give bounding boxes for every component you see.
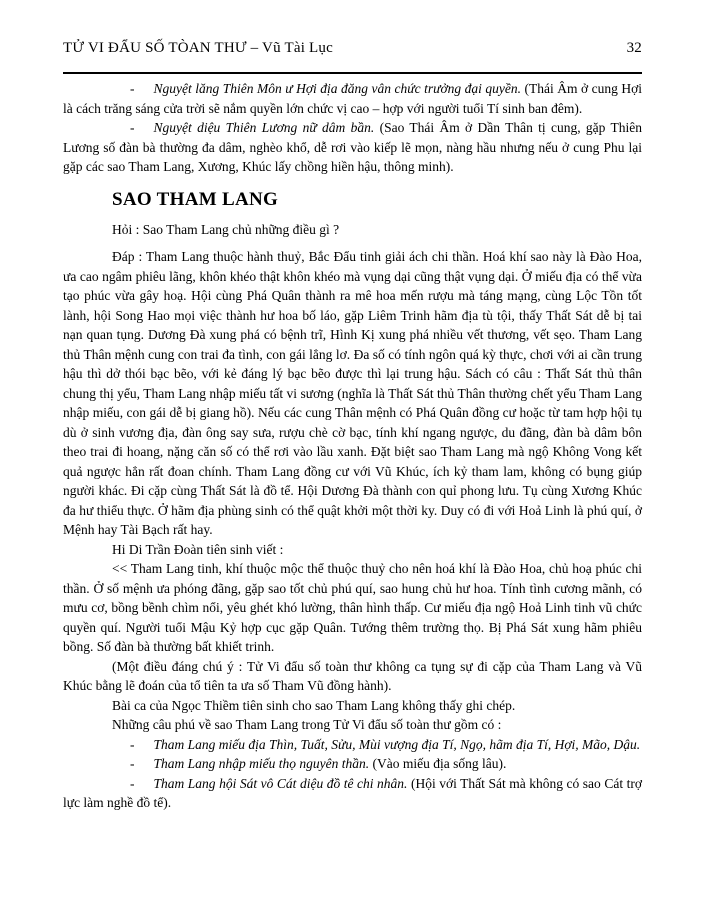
bullet-gloss: (Sao Thái Âm ở Dần Thân tị cung, gặp Thiên Lương số đàn bà thường đa dâm, nghèo khổ, dễ rơi vào kiếp lẽ mọn, nàng hầu nhưng nếu ở cung Phu lại gặp các sao Tham Lang, Xương, Khúc lấy chồng hiền hậu, thông minh). (63, 120, 642, 174)
bullet-phrase: Tham Lang hội Sát vô Cát diệu đồ tê chi nhân. (153, 775, 408, 791)
bullet-dash: - (130, 775, 135, 791)
page-body (63, 79, 642, 813)
question-paragraph: Hỏi : Sao Tham Lang chủ những điều gì ? (112, 221, 340, 237)
page-header (63, 40, 642, 57)
bullet-phrase: Nguyệt lăng Thiên Môn ư Hợi địa đăng vân chức trưởng đại quyền. (153, 81, 522, 96)
bullet-dash: - (130, 756, 135, 771)
bullet-phrase: Tham Lang nhập miếu thọ nguyên thần. (153, 756, 370, 771)
intro-bullet-2 (63, 118, 642, 177)
bullet-dash: - (130, 120, 135, 135)
section-heading: SAO THAM LANG (112, 188, 279, 210)
phu-bullet-1 (63, 735, 642, 755)
bullet-phrase: Tham Lang miếu địa Thìn, Tuất, Sửu, Mùi vượng địa Tí, Ngọ, hãm địa Tí, Hợi, Mão, Dậu. (153, 736, 641, 752)
bullet-gloss: (Thái Âm ở cung Hợi là cách trăng sáng cửa trời sẽ nắm quyền lớn chức vị cao – hợp với người tuổi Tí sinh ban đêm). (63, 81, 642, 116)
bullet-gloss: (Hội với Thất Sát mà không có sao Cát trợ lực làm nghề đồ tể). (63, 775, 642, 810)
bullet-dash: - (130, 736, 135, 752)
page-number: 32 (626, 40, 642, 56)
intro-bullet-1 (63, 79, 642, 118)
bullet-phrase: Nguyệt diệu Thiên Lương nữ dâm bần. (153, 120, 375, 135)
header-divider (63, 72, 642, 74)
master-intro-paragraph: Hi Di Trần Đoàn tiên sinh viết : (112, 541, 284, 557)
note-paragraph: (Một điều đáng chú ý : Tử Vi đẩu số toàn thư không ca tụng sự đi cặp của Tham Lang và Vũ Khúc bằng lẽ đoán của tổ tiên ta ưa số Tham Vũ đồng hành). (63, 658, 642, 693)
phu-bullet-2 (63, 754, 642, 774)
running-title: TỬ VI ĐẨU SỐ TÒAN THƯ – Vũ Tài Lục (63, 40, 333, 56)
bullet-dash: - (130, 81, 135, 96)
answer-paragraph: Đáp : Tham Lang thuộc hành thuỷ, Bắc Đẩu tinh giải ách chi thần. Hoá khí sao này là Đào Hoa, ưa cao ngâm phiêu lãng, khôn khéo thật khôn khéo mà vụng dại cũng thật vụng dại. Ở miếu địa có thể vừa tạo phúc vừa gây hoạ. Hội cùng Phá Quân thành ra mê hoa mến rượu mà táng mạng, cùng Lộc Tồn tốt lành, hội Song Hao mọi việc thành hư hoa bố láo, gặp Liêm Trinh hãm địa tù tội, thấy Thất Sát dễ bị tai nạn quan tụng. Dương Đà xung phá có bệnh trĩ, Hình Kị xung phá nhiều vết thương, vết sẹo. Tham Lang thủ Thân mệnh cung con trai đa tình, con gái lẳng lơ. Đa số có tính ngôn quá kỳ thực, chơi với ai cần trung hậu thì dở thói bạc bẽo, với kẻ đáng lý bạc bẽo được thì lại trung hậu. Sách có câu : Thất Sát thủ thân chung thị yểu, Tham Lang nhập miếu tất vi sương (nghĩa là Thất Sát thủ Thân thường chết yểu Tham Lang nhập miếu, con gái dễ bị giang hồ). Nếu các cung Thân mệnh có Phá Quân đồng cư hoặc từ tam hợp hội tụ dù ở sinh vương địa, đàn ông say sưa, rượu chè cờ bạc, tính khí ngang ngược, du đãng, đàn bà dâm bôn theo trai đi hoang, nặng căn số có thể rơi vào lầu xanh. Đặt biệt sao Tham Lang mà ngộ Không Vong kết quả ngược hẳn rất đoan chính. Tham Lang đồng cư với Vũ Khúc, ích kỷ tham lam, không có bụng giúp người khác. Đi cặp cùng Thất Sát là đồ tể. Hội Dương Đà thành con quỉ phong lưu. Tụ cùng Xương Khúc đa hư thiểu thực. Ở hãm địa phùng sinh có thể quật khởi một thời ky. Duy có đi với Hoả Linh là phú quí, ở Mệnh hay Tài Bạch rất hay. (63, 249, 642, 537)
phu-intro-paragraph: Những câu phú về sao Tham Lang trong Tử Vi đẩu số toàn thư gồm có : (112, 717, 502, 732)
master-quote-paragraph: << Tham Lang tinh, khí thuộc mộc thể thuộc thuỷ cho nên hoá khí là Đào Hoa, chủ hoạ phúc chi thần. Ở số mệnh ưa phóng đãng, gặp sao tốt chủ phú quí, sao hung chủ hư hoa. Tính tình cương mãnh, có mưu cơ, bồng bềnh chìm nổi, yêu ghét khó lường, thân hình thấp. Cư miếu địa ngộ Hoả Linh tinh vũ chức quyền quí. Người tuổi Mậu Kỷ hợp cục gặp Quân. Tướng thêm trường thọ. Bị Phá Sát xung hãm phiêu bồng. Số đàn bà thường bất khiết trinh. (63, 561, 642, 654)
bullet-gloss: (Vào miếu địa sống lâu). (369, 756, 507, 771)
phu-bullet-3 (63, 774, 642, 813)
song-note-paragraph: Bài ca của Ngọc Thiềm tiên sinh cho sao Tham Lang không thấy ghi chép. (112, 697, 516, 713)
